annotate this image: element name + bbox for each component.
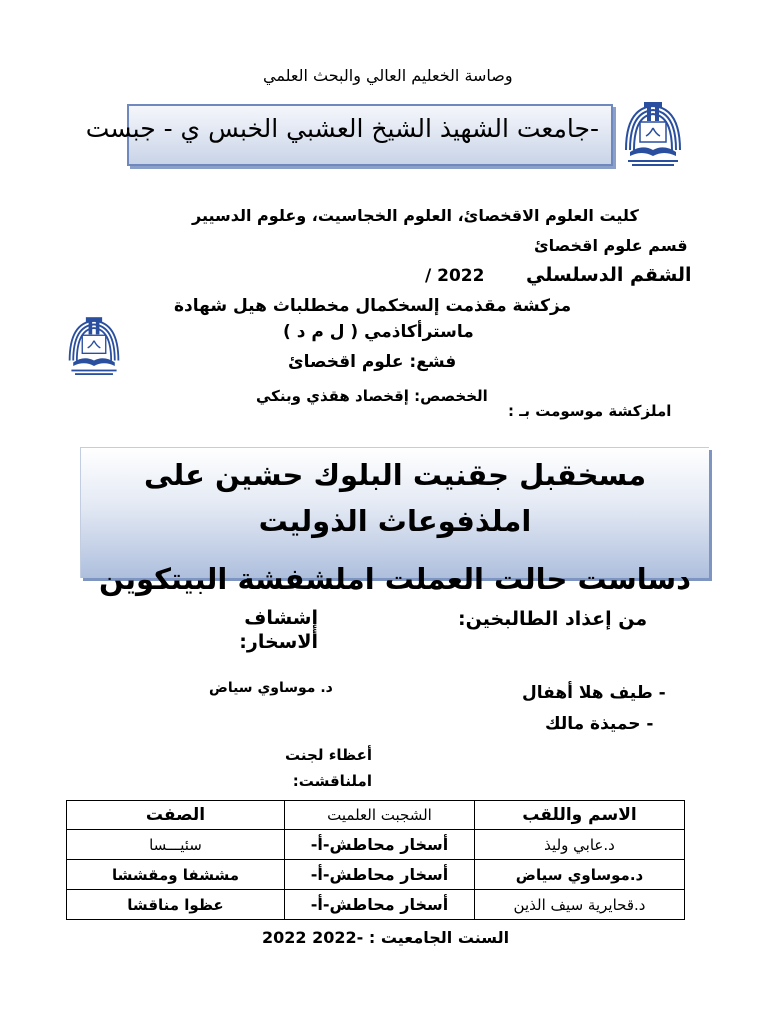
thesis-subtitle: دساست حالت العملت املشفشة البيتكوين bbox=[98, 562, 692, 596]
thesis-title-banner bbox=[80, 447, 709, 596]
memo-line-1: مزكشة مقذمت إلسخكمال مخطلباث هيل شهادة bbox=[174, 296, 572, 316]
track-number: / 2022 bbox=[425, 266, 485, 286]
track-label: الشقم الدسلسلي bbox=[526, 264, 692, 286]
department-name: قسم علوم اقخصائ bbox=[534, 236, 688, 255]
faculty-name: كليت العلوم الاقخصائ، العلوم الخجاسيت، وعلوم الدسيير bbox=[192, 206, 639, 225]
table-header-cell: الشجبت العلميت bbox=[285, 801, 475, 830]
supervisor-name: د. موساوي سياض bbox=[209, 680, 333, 696]
table-cell: أسخار محاطش-أ- bbox=[285, 890, 475, 920]
table-row bbox=[67, 890, 685, 920]
memo-titled-label: املزكشة موسومت بـ : bbox=[508, 402, 672, 420]
specialty-line: الخخصص: إقخصاد هقذي وبنكي bbox=[256, 387, 488, 405]
student-name-2: - حميذة مالك bbox=[545, 714, 654, 734]
committee-table bbox=[66, 800, 685, 920]
supervisor-label: إششاف ألاسخار: bbox=[239, 607, 318, 653]
table-cell: أسخار محاطش-أ- bbox=[285, 860, 475, 890]
university-logo-icon bbox=[622, 100, 684, 170]
table-cell: د.موساوي سياض bbox=[475, 860, 685, 890]
students-label: من إعذاد الطالبخين: bbox=[458, 608, 648, 630]
memo-line-2: ماسترأكاذمي ( ل م د ) bbox=[283, 322, 474, 342]
university-banner bbox=[85, 104, 613, 166]
table-cell: أسخار محاطش-أ- bbox=[285, 830, 475, 860]
committee-label: أعظاء لجنت املناقشت: bbox=[285, 746, 372, 790]
table-header-cell: الاسم واللقب bbox=[475, 801, 685, 830]
university-name: جامعت الشهيذ الشيخ العشبي الخبس ي - جبست- bbox=[85, 114, 599, 143]
table-header-row bbox=[67, 801, 685, 830]
university-logo-icon bbox=[66, 315, 122, 379]
thesis-title: مسخقبل جقنيت البلوك حشين على املذفوعاث الذوليت bbox=[143, 458, 647, 538]
student-name-1: - طيف هلا أهفال bbox=[522, 683, 666, 703]
table-row bbox=[67, 830, 685, 860]
branch-line: فشع: علوم اقخصائ bbox=[288, 352, 457, 372]
table-cell: د.عابي وليذ bbox=[475, 830, 685, 860]
table-header-cell: الصفت bbox=[67, 801, 285, 830]
table-cell: د.قحايرية سيف الذين bbox=[475, 890, 685, 920]
table-cell: عظوا مناقشا bbox=[67, 890, 285, 920]
table-row bbox=[67, 860, 685, 890]
table-cell: سئيـــسا bbox=[67, 830, 285, 860]
academic-year: السنت الجامعيت : -2022 2022 bbox=[262, 928, 510, 947]
ministry-heading: وصاسة الخعليم العالي والبحث العلمي bbox=[263, 66, 513, 85]
table-cell: مششفا ومقششا bbox=[67, 860, 285, 890]
